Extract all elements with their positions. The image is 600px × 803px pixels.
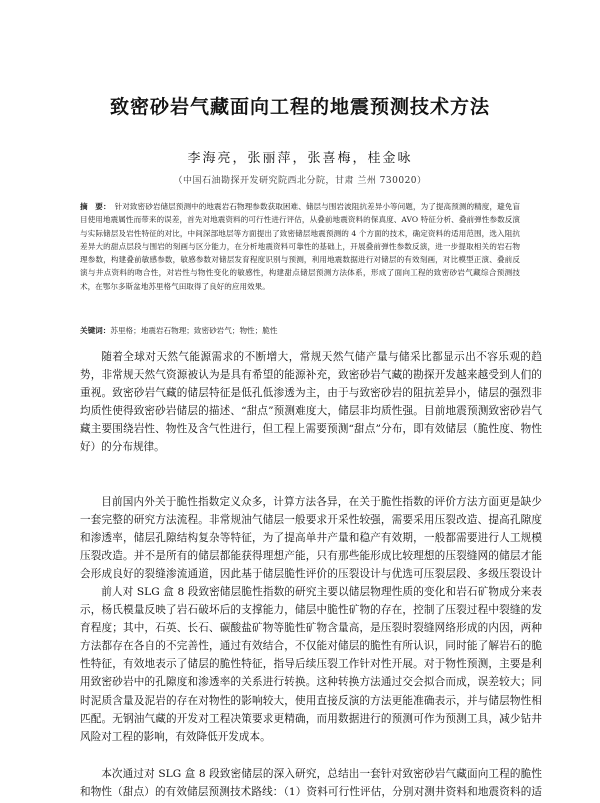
- body-paragraph: 随着全球对天然气能源需求的不断增大，常规天然气储产量与储采比都显示出不容乐观的趋势，非常规天然气资源被认为是具有希望的能源补充，致密砂岩气藏的勘探开发越来越受到人们的重视。致密砂岩气藏的储层特征是低孔低渗透为主，由于与致密砂岩的阻抗差异小，储层的强烈非均质性使得致密砂岩储层的描述、“甜点”预测难度大，储层非均质性强。目前地震预测致密砂岩气藏主要围绕岩性、物性及含气性进行，但工程上需要预测“甜点”分布，即有效储层（脆性度、物性好）的分布规律。: [80, 351, 542, 454]
- keywords-label: 关键词：: [80, 326, 111, 335]
- abstract-label: 摘 要：: [80, 202, 111, 211]
- body-text: [80, 348, 542, 803]
- abstract-text: 针对致密砂岩储层预测中的地震岩石物理参数获取困难、储层与围岩波阻抗差异小等问题，为了提高预测的精度，避免盲目使用地震属性而带来的误差，首先对地震资料的可行性进行评估，从叠前地震资料的保真度、AVO 特征分析、叠前弹性参数反演与实际储层及岩性特征的对比，中间深部地层等方面提出了致密储层地震预测的 4 个方面的技术，确定资料的适用范围，选入阻抗差异大的甜点层段与围岩的刻画与区分能力，在分析地震资料可靠性的基础上，开展叠前弹性参数反演，进一步提取相关的岩石物理参数，构建叠前敏感参数，敏感参数对储层发育程度识别与预测，利用地震数据进行对储层的有效刻画，对比模型正演、叠前反演与井点资料的吻合性，对岩性与物性变化的敏感性，构建甜点储层预测方法体系，形成了面向工程的致密砂岩气藏综合预测技术，在鄂尔多斯盆地苏里格气田取得了良好的应用效果。: [80, 202, 520, 291]
- keywords-block: [80, 325, 520, 336]
- body-paragraph: 本次通过对 SLG 盒 8 段致密储层的深入研究，总结出一套针对致密砂岩气藏面向工程的脆性和物性（甜点）的有效储层预测技术路线：（1）资料可行性评估，分别对测井资料和地震资料的适: [80, 768, 542, 799]
- paper-title: 致密砂岩气藏面向工程的地震预测技术方法: [109, 96, 490, 118]
- paper-authors: 李海亮，张丽萍，张喜梅，桂金咏: [187, 151, 413, 166]
- body-paragraph: 前人对 SLG 盒 8 段致密储层脆性指数的研究主要以储层物理性质的变化和岩石矿物成分来表示，杨氏模量反映了岩石破坏后的支撑能力，储层中脆性矿物的存在，控制了压裂过程中裂缝的发育程度；其中，石英、长石、碳酸盐矿物等脆性矿物含量高，是压裂时裂缝网络形成的内因，两种方法都存在各自的不完善性，通过有效结合，不仅能对储层的脆性有所认识，同时能了解岩石的脆性特征，有效地表示了储层的脆性特征，指导后续压裂工作针对性开展。对于物性预测，主要是利用致密砂岩中的孔隙度和渗透率的关系进行转换。这种转换方法通过交会拟合而成，误差较大；同时泥质含量及泥岩的存在对物性的影响较大，使用直接反演的方法更能准确表示，并与储层物性相匹配。无钢油气藏的开发对工程决策要求更精确，而用数据进行的预测可作为预测工具，减少钻井风险对工程的影响，有效降低开发成本。: [80, 586, 542, 743]
- paper-affiliation: （中国石油勘探开发研究院西北分院，甘肃 兰州 730020）: [173, 176, 427, 186]
- abstract-block: [80, 200, 520, 293]
- body-paragraph: 目前国内外关于脆性指数定义众多，计算方法各异，在关于脆性指数的评价方法方面更是缺少一套完整的研究方法流程。非常规油气储层一般要求开采性较强，需要采用压裂改造、提高孔隙度和渗透率，储层孔隙结构复杂等特征，为了提高单井产量和稳产有效期，一般都需要进行人工规模压裂改造。并不是所有的储层都能获得理想产能，只有那些能形成比较理想的压裂缝网的储层才能会形成良好的裂缝渗流通道，因此基于储层脆性评价的压裂设计与优选可压裂层段、多级压裂设计: [80, 496, 542, 581]
- keywords-text: 苏里格；地震岩石物理；致密砂岩气；物性；脆性: [110, 326, 278, 335]
